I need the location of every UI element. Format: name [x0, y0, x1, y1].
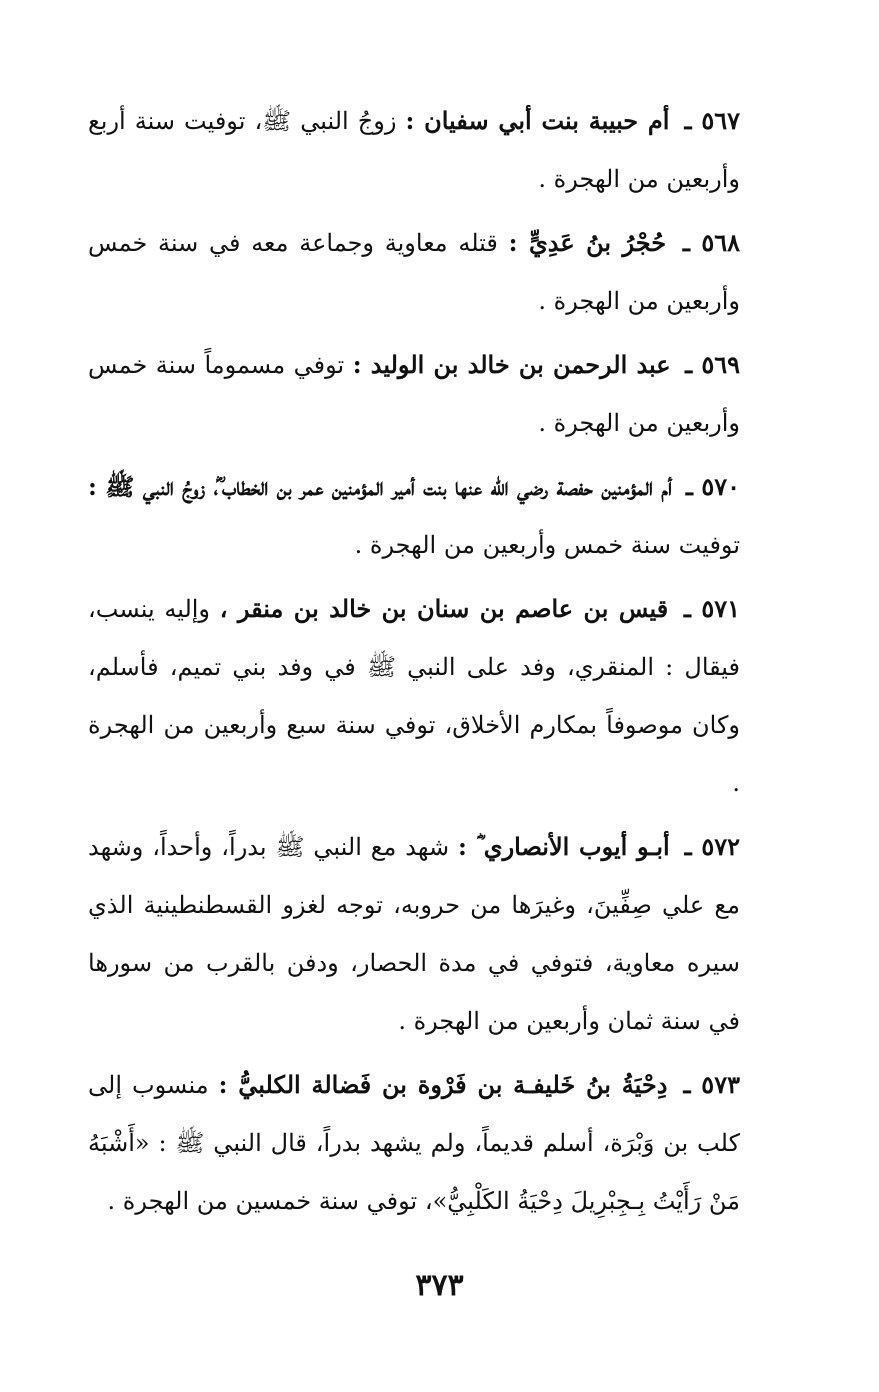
entry-number: ٥٧٣ ـ — [683, 1070, 740, 1099]
entry-name: أم حبيبة بنت أبي سفيان : — [405, 106, 670, 135]
entry-text: توفيت سنة خمس وأربعين من الهجرة . — [354, 531, 740, 559]
entry-number: ٥٧٠ ـ — [685, 472, 740, 501]
entry-name: دِحْيَةُ بنُ خَليفـة بن فَرْوة بن فَضالة الكلبيُّ : — [218, 1070, 668, 1099]
entry-text: زوجُ النبي ﷺ، توفيت سنة أربع وأربعين من الهجرة . — [88, 107, 740, 193]
entry-text: منسوب إلى كلب بن وَبْرَة، أسلم قديماً، ولم يشهد بدراً، قال النبي ﷺ : «أَشْبَهُ مَنْ رَأَيْتُ بِـجِبْرِيلَ دِحْيَةُ الكَلْبِيُّ»، توفي سنة خمسين من الهجرة . — [88, 1071, 740, 1215]
entry-text: وإليه ينسب، فيقال : المنقري، وفد على النبي ﷺ في وفد بني تميم، فأسلم، وكان موصوفاً بمكارم الأخلاق، توفي سنة سبع وأربعين من الهجرة . — [88, 595, 740, 797]
entry-number: ٥٧٢ ـ — [684, 832, 740, 861]
entry-number: ٥٧١ ـ — [683, 594, 741, 623]
entry-text: شهد مع النبي ﷺ بدراً، وأحداً، وشهد مع علي صِفِّينَ، وغيرَها من حروبه، توجه لغزو القسطنطينية الذي سيره معاوية، فتوفي في مدة الحصار، ودفن بالقرب من سورها في سنة ثمان وأربعين من الهجرة . — [88, 833, 740, 1035]
entry-572 — [88, 818, 740, 1050]
entry-name: قيس بن عاصم بن سنان بن خالد بن منقر ، — [219, 594, 669, 623]
entry-text: توفي مسموماً سنة خمس وأربعين من الهجرة . — [88, 351, 740, 437]
entry-568 — [88, 214, 740, 330]
entry-number: ٥٦٨ ـ — [682, 228, 740, 257]
entry-name: عبد الرحمن بن خالد بن الوليد : — [352, 350, 671, 379]
entry-text: قتله معاوية وجماعة معه في سنة خمس وأربعين من الهجرة . — [88, 229, 740, 315]
entry-573 — [88, 1056, 740, 1230]
entry-name: حُجْرُ بنُ عَدِيٍّ : — [508, 228, 667, 257]
entry-name: أبـو أيوب الأنصاري ؓ : — [458, 832, 670, 861]
entries-list — [88, 92, 740, 1236]
entry-570 — [88, 458, 740, 574]
page-number: ٣٧٣ — [415, 1268, 464, 1303]
entry-number: ٥٦٧ ـ — [684, 106, 740, 135]
entry-571 — [88, 580, 740, 812]
entry-567 — [88, 92, 740, 208]
entry-number: ٥٦٩ ـ — [685, 350, 740, 379]
entry-name: أم المؤمنين حفصة رضي الله عنها بنت أمير المؤمنين عمر بن الخطاب ؓ، زوجُ النبي ﷺ : — [88, 472, 673, 501]
entry-569 — [88, 336, 740, 452]
